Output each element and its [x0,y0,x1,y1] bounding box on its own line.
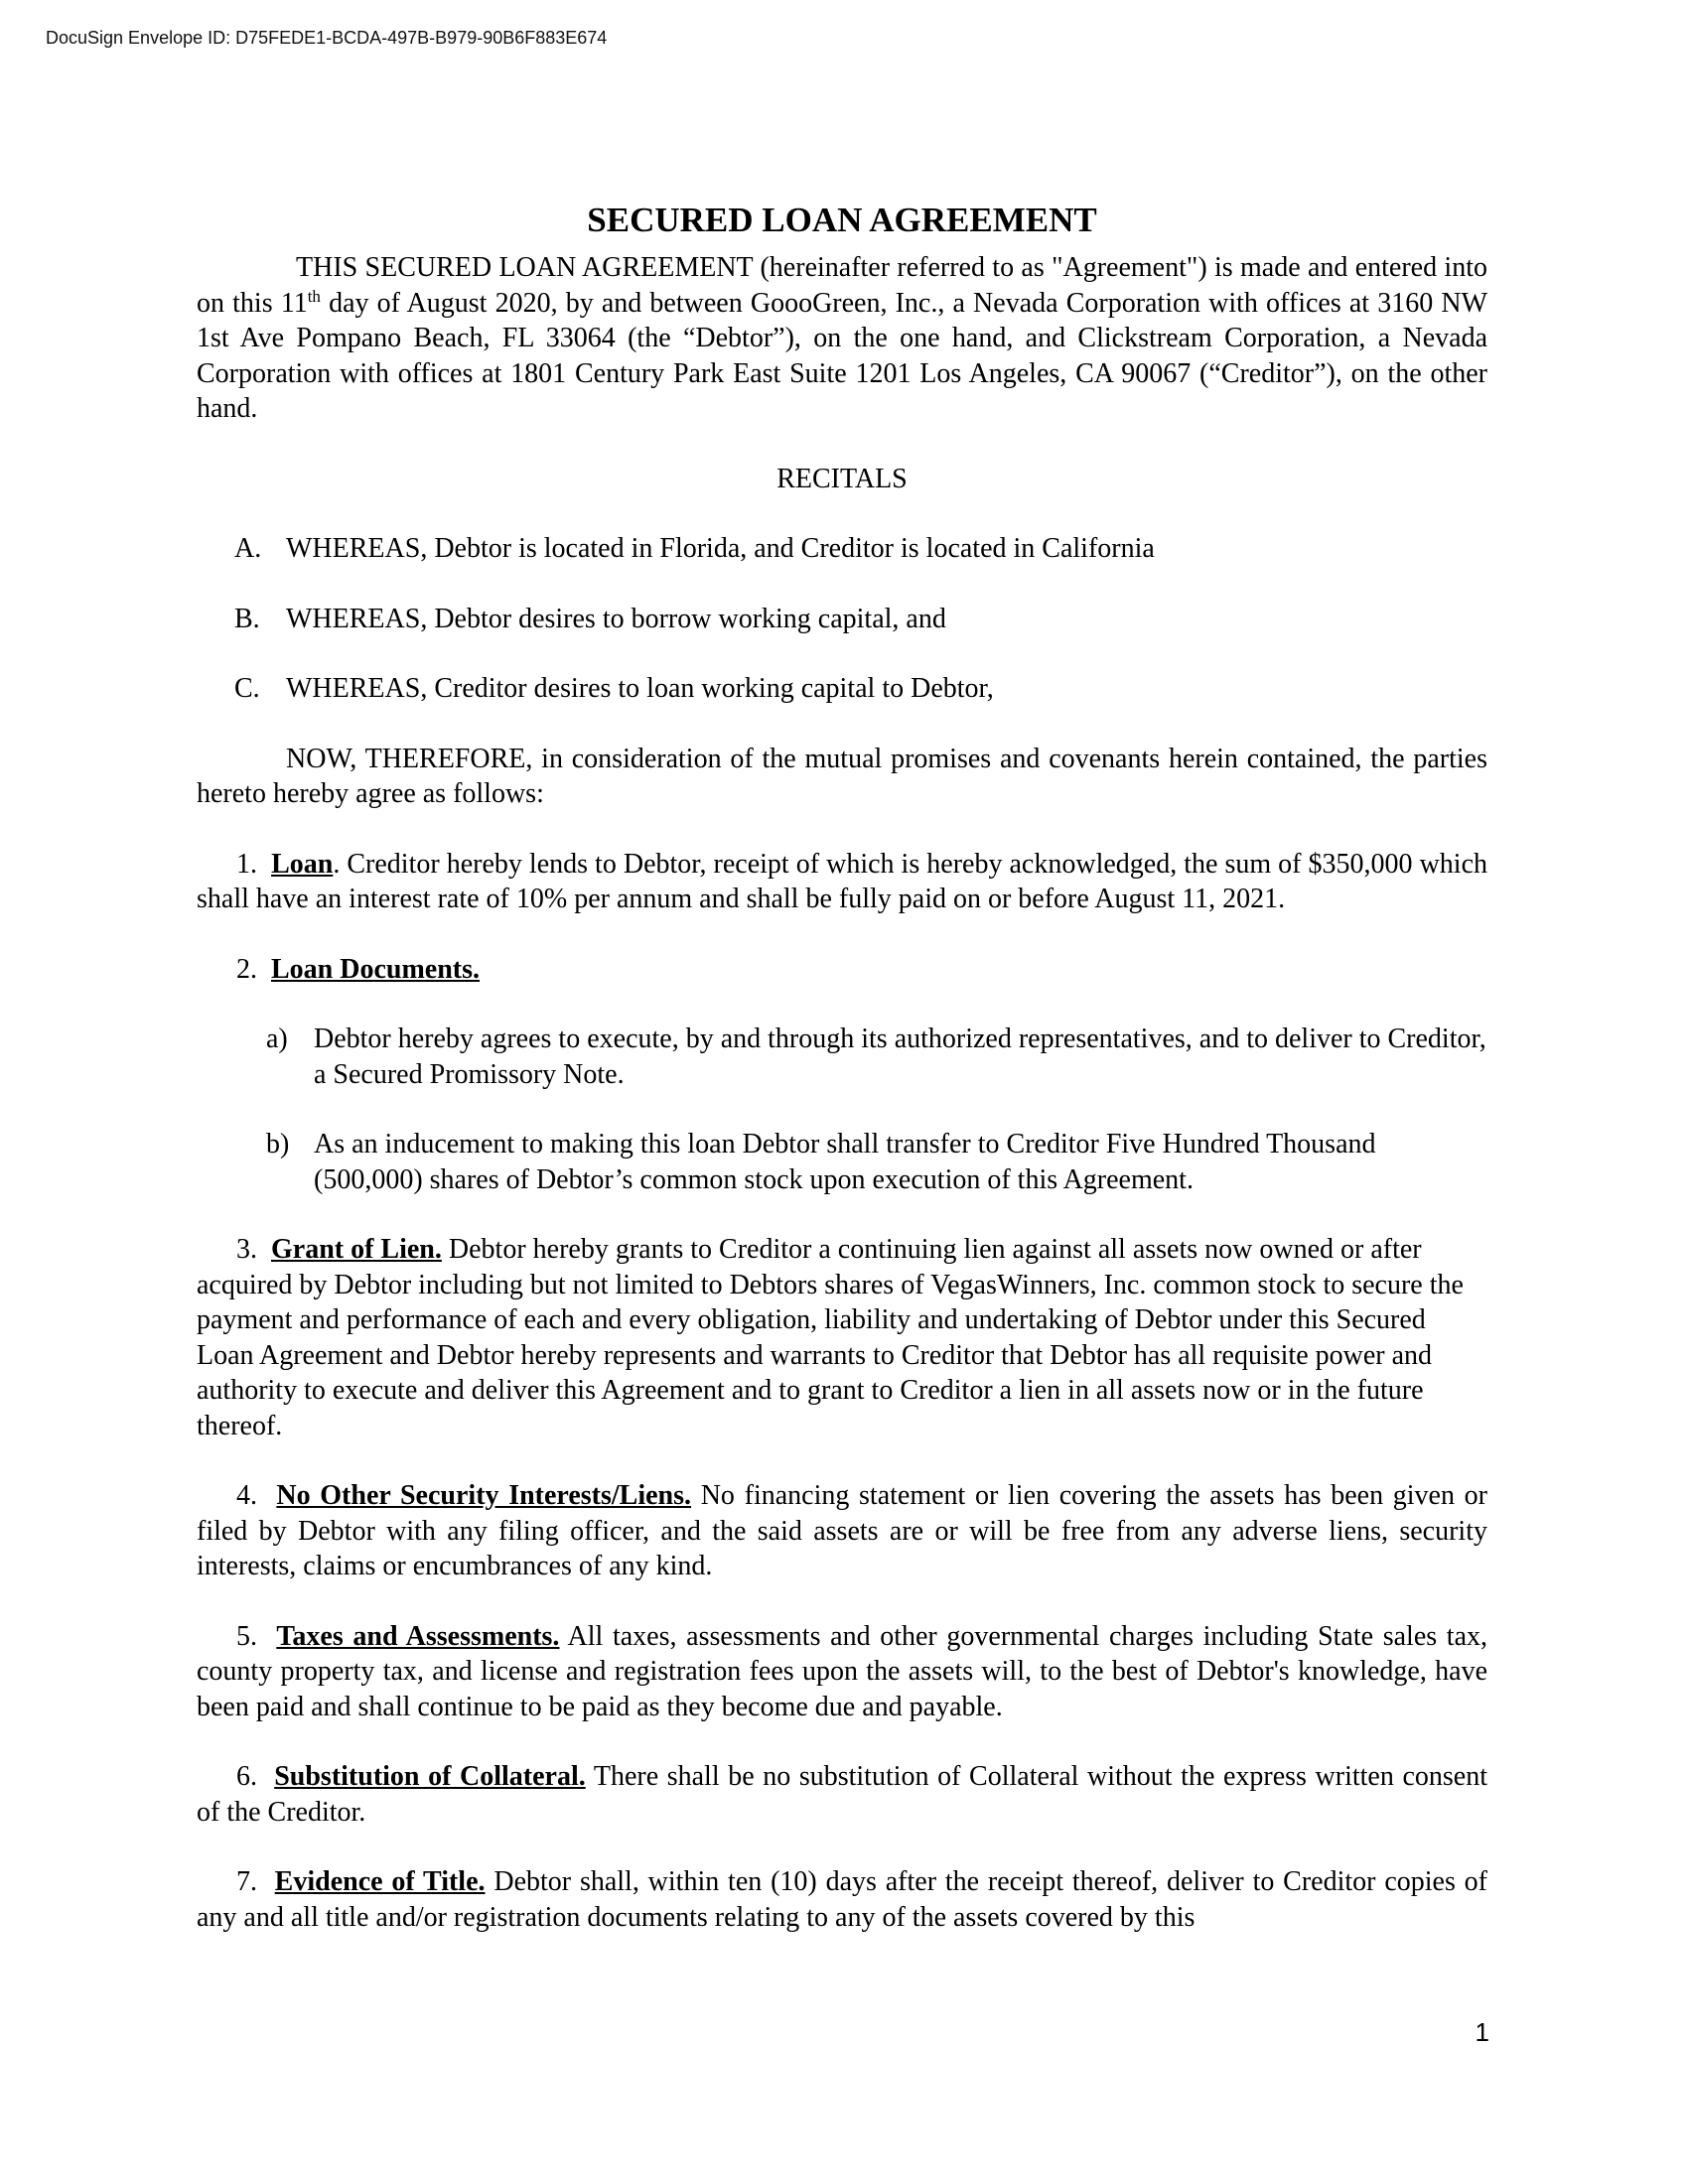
now-therefore-paragraph: NOW, THEREFORE, in consideration of the mutual promises and covenants herein contained, the parties hereto hereby agree as follows: [197,743,1487,809]
section-3-grant-of-lien: 3. Grant of Lien. Debtor hereby grants to Creditor a continuing lien against all assets now owned or after acquired by Debtor including but not limited to Debtors shares of VegasWinners, Inc. common stock to secure the payment and performance of each and every obligation, liability and undertaking of Debtor under this Secured Loan Agreement and Debtor hereby represents and warrants to Creditor that Debtor has all requisite power and authority to execute and deliver this Agreement and to grant to Creditor a lien in all assets now or in the future thereof. [197,1234,1464,1441]
subsection-label: b) [266,1129,290,1160]
recitals-heading: RECITALS [776,463,908,494]
docusign-envelope-id: DocuSign Envelope ID: D75FEDE1-BCDA-497B-B979-90B6F883E674 [46,28,608,48]
section-2a: a) Debtor hereby agrees to execute, by and through its authorized representatives, and to deliver to Creditor, a Secured Promissory Note. [266,1024,1486,1090]
section-heading: Substitution of Collateral. [274,1761,586,1792]
page-number: 1 [1475,2017,1489,2047]
recital-c: C. WHEREAS, Creditor desires to loan working capital to Debtor, [197,671,1487,707]
ordinal-suffix: th [307,286,321,306]
section-6-substitution: 6. Substitution of Collateral. There shall be no substitution of Collateral without the express written consent of the Creditor. [197,1761,1487,1828]
section-5-taxes: 5. Taxes and Assessments. All taxes, assessments and other governmental charges including State sales tax, county property tax, and license and registration fees upon the assets will, to the best of Debtor's knowledge, have been paid and shall continue to be paid as they become due and payable. [197,1620,1488,1722]
recital-label: B. [234,603,260,634]
document-title: SECURED LOAN AGREEMENT [587,201,1097,239]
section-1-loan: 1. Loan. Creditor hereby lends to Debtor, receipt of which is hereby acknowledged, the sum of $350,000 which shall have an interest rate of 10% per annum and shall be fully paid on or before August 11, 2021. [197,848,1488,914]
recital-b: B. WHEREAS, Debtor desires to borrow working capital, and [197,602,1487,637]
recital-label: C. [234,673,260,704]
section-4-no-other-liens: 4. No Other Security Interests/Liens. No financing statement or lien covering the assets has been given or filed by Debtor with any filing officer, and the said assets are or will be free from any adverse liens, security interests, claims or encumbrances of any kind. [197,1480,1487,1581]
subsection-label: a) [266,1024,288,1054]
intro-paragraph: THIS SECURED LOAN AGREEMENT (hereinafter referred to as "Agreement") is made and entered into on this 11th day of August 2020, by and between GoooGreen, Inc., a Nevada Corporation with offices at 3160 NW 1st Ave Pompano Beach, FL 33064 (the “Debtor”), on the one hand, and Clickstream Corporation, a Nevada Corporation with offices at 1801 Century Park East Suite 1201 Los Angeles, CA 90067 (“Creditor”), on the other hand. [197,252,1487,424]
section-heading: Loan Documents. [271,953,481,985]
document-page [197,199,1487,1935]
section-heading: Grant of Lien. [271,1234,442,1265]
section-2b: b) As an inducement to making this loan Debtor shall transfer to Creditor Five Hundred Thousand (500,000) shares of Debtor’s common stock upon execution of this Agreement. [266,1129,1376,1195]
section-heading: Loan [271,848,334,880]
section-heading: Taxes and Assessments. [276,1620,560,1652]
recital-a: A. WHEREAS, Debtor is located in Florida, and Creditor is located in California [197,531,1487,567]
section-heading: Evidence of Title. [274,1866,486,1897]
section-7-evidence-of-title: 7. Evidence of Title. Debtor shall, within ten (10) days after the receipt thereof, deliver to Creditor copies of any and all title and/or registration documents relating to any of the assets covered by this [197,1866,1488,1933]
section-heading: No Other Security Interests/Liens. [276,1480,692,1511]
recital-label: A. [234,533,262,564]
section-2-loan-documents: 2. Loan Documents. [236,953,481,985]
